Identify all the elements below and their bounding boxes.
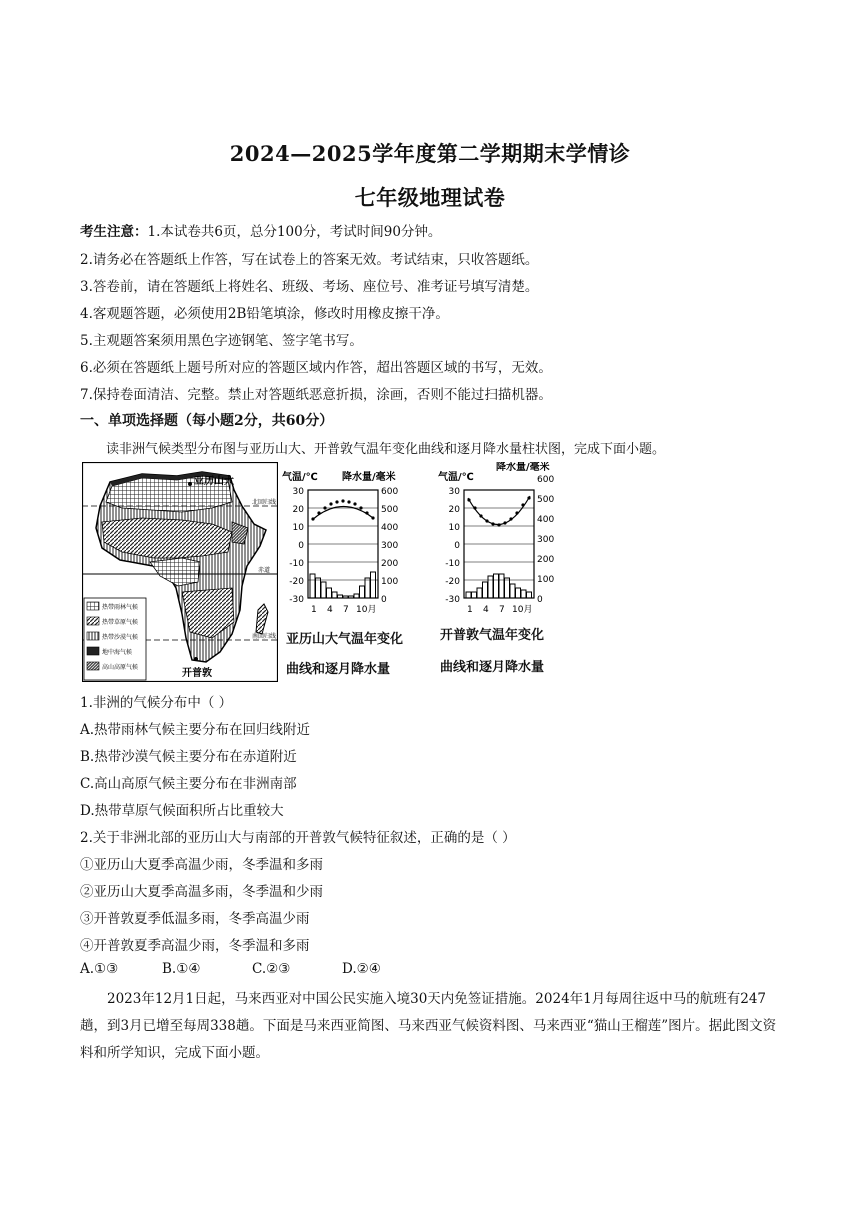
precip-tick: 300 — [537, 535, 555, 545]
precip-axis-label: 降水量/毫米 — [496, 462, 550, 473]
question-2-stem: 2.关于非洲北部的亚历山大与南部的开普敦气候特征叙述，正确的是（ ） — [80, 830, 516, 846]
temp-tick: -10 — [289, 559, 304, 569]
section-heading: 一、单项选择题（每小题2分，共60分） — [80, 413, 334, 429]
month-tick: 7 — [343, 605, 349, 615]
precip-axis-label: 降水量/毫米 — [342, 472, 396, 483]
capetown-label: 开普敦 — [182, 668, 212, 679]
temp-axis-label: 气温/℃ — [282, 472, 318, 483]
question-2-statement: ①亚历山大夏季高温少雨，冬季温和多雨 — [80, 857, 323, 873]
temp-tick: 20 — [292, 505, 304, 515]
temp-tick: 0 — [298, 541, 304, 551]
question-1-option-d[interactable]: D.热带草原气候面积所占比重较大 — [80, 803, 284, 819]
temp-tick: -30 — [289, 595, 304, 605]
chart2-caption-line2: 曲线和逐月降水量 — [440, 660, 545, 675]
notice-item: 7.保持卷面清洁、完整。禁止对答题纸恶意折损，涂画，否则不能过扫描机器。 — [80, 387, 552, 403]
precip-tick: 400 — [381, 523, 399, 533]
precip-tick: 600 — [381, 487, 399, 497]
precip-tick: 100 — [537, 575, 555, 585]
precip-tick: 0 — [381, 595, 387, 605]
question-2-option-d[interactable]: D.②④ — [342, 961, 381, 977]
temp-tick: 30 — [292, 487, 304, 497]
temp-tick: 10 — [448, 523, 460, 533]
temp-tick: -30 — [445, 595, 460, 605]
legend-item: 热带沙漠气候 — [102, 634, 139, 641]
legend-item: 热带雨林气候 — [102, 604, 139, 611]
capetown-climate-chart — [436, 462, 560, 624]
month-tick: 4 — [483, 605, 489, 615]
exam-subtitle: 七年级地理试卷 — [354, 185, 506, 210]
question-2-option-a[interactable]: A.①③ — [80, 961, 119, 977]
notice-item: 2.请务必在答题纸上作答，写在试卷上的答案无效。考试结束，只收答题纸。 — [80, 252, 539, 268]
africa-climate-map — [82, 462, 278, 682]
temp-tick: -10 — [445, 559, 460, 569]
notice-item: 3.答卷前，请在答题纸上将姓名、班级、考场、座位号、准考证号填写清楚。 — [80, 279, 539, 295]
precip-tick: 500 — [537, 495, 555, 505]
equator-label: 赤道 — [258, 567, 271, 574]
precip-tick: 600 — [537, 475, 555, 485]
temp-axis-label: 气温/℃ — [438, 472, 474, 483]
legend-item: 热带草原气候 — [102, 619, 139, 626]
question-1-option-b[interactable]: B.热带沙漠气候主要分布在赤道附近 — [80, 749, 297, 765]
temp-tick: 30 — [448, 487, 460, 497]
precip-tick: 0 — [537, 595, 543, 605]
tropic-s-label: 南回归线 — [252, 633, 277, 640]
precip-tick: 200 — [381, 559, 399, 569]
tropic-n-label: 北回归线 — [252, 499, 277, 506]
temp-tick: -20 — [289, 577, 304, 587]
exam-title: 2024—2025学年度第二学期期末学情诊 — [229, 141, 631, 166]
passage-malaysia: 2023年12月1日起，马来西亚对中国公民实施入境30天内免签证措施。2024年1月每周往返中马的航班有247趟，到3月已增至每周338趟。下面是马来西亚简图、马来西亚气候资料图、马来西亚“猫山王榴莲”图片。据此图文资料和所学知识，完成下面小题。 — [80, 991, 777, 1061]
alexandria-climate-chart — [280, 466, 400, 626]
precip-tick: 100 — [381, 577, 399, 587]
precip-tick: 300 — [381, 541, 399, 551]
month-tick: 10月 — [356, 605, 377, 615]
alexandria-label: 亚历山大 — [194, 476, 234, 487]
notice-item: 5.主观题答案须用黑色字迹钢笔、签字笔书写。 — [80, 333, 363, 349]
chart1-caption-line1: 亚历山大气温年变化 — [286, 632, 404, 647]
month-tick: 7 — [499, 605, 505, 615]
temp-tick: -20 — [445, 577, 460, 587]
africa-climate-figure — [82, 462, 560, 682]
temp-tick: 0 — [454, 541, 460, 551]
precip-tick: 400 — [537, 515, 555, 525]
legend-item: 高山高原气候 — [102, 664, 139, 671]
question-1-option-c[interactable]: C.高山高原气候主要分布在非洲南部 — [80, 776, 297, 792]
notice-item: 4.客观题答题，必须使用2B铅笔填涂，修改时用橡皮擦干净。 — [80, 306, 449, 322]
month-tick: 4 — [327, 605, 333, 615]
section-intro: 读非洲气候类型分布图与亚历山大、开普敦气温年变化曲线和逐月降水量柱状图，完成下面小题。 — [106, 442, 666, 457]
notice-item: 1.本试卷共6页，总分100分，考试时间90分钟。 — [147, 224, 442, 240]
question-1-stem: 1.非洲的气候分布中（ ） — [80, 695, 233, 711]
notice-line-1 — [80, 220, 441, 240]
month-tick: 1 — [467, 605, 473, 615]
chart2-caption-line1: 开普敦气温年变化 — [440, 628, 545, 643]
question-2-statement: ④开普敦夏季高温少雨，冬季温和多雨 — [80, 938, 310, 954]
precip-tick: 200 — [537, 555, 555, 565]
chart1-caption-line2: 曲线和逐月降水量 — [286, 662, 391, 677]
question-2-option-c[interactable]: C.②③ — [252, 961, 291, 977]
month-tick: 1 — [311, 605, 317, 615]
notice-label: 考生注意： — [80, 224, 148, 240]
temp-tick: 10 — [292, 523, 304, 533]
question-2-option-b[interactable]: B.①④ — [162, 961, 201, 977]
notice-item: 6.必须在答题纸上题号所对应的答题区域内作答，超出答题区域的书写，无效。 — [80, 360, 552, 376]
legend-item: 地中海气候 — [102, 649, 133, 656]
question-2-statement: ③开普敦夏季低温多雨，冬季高温少雨 — [80, 911, 310, 927]
temp-tick: 20 — [448, 505, 460, 515]
question-2-statement: ②亚历山大夏季高温多雨，冬季温和少雨 — [80, 884, 323, 900]
question-1-option-a[interactable]: A.热带雨林气候主要分布在回归线附近 — [80, 722, 311, 738]
month-tick: 10月 — [512, 605, 533, 615]
precip-tick: 500 — [381, 505, 399, 515]
